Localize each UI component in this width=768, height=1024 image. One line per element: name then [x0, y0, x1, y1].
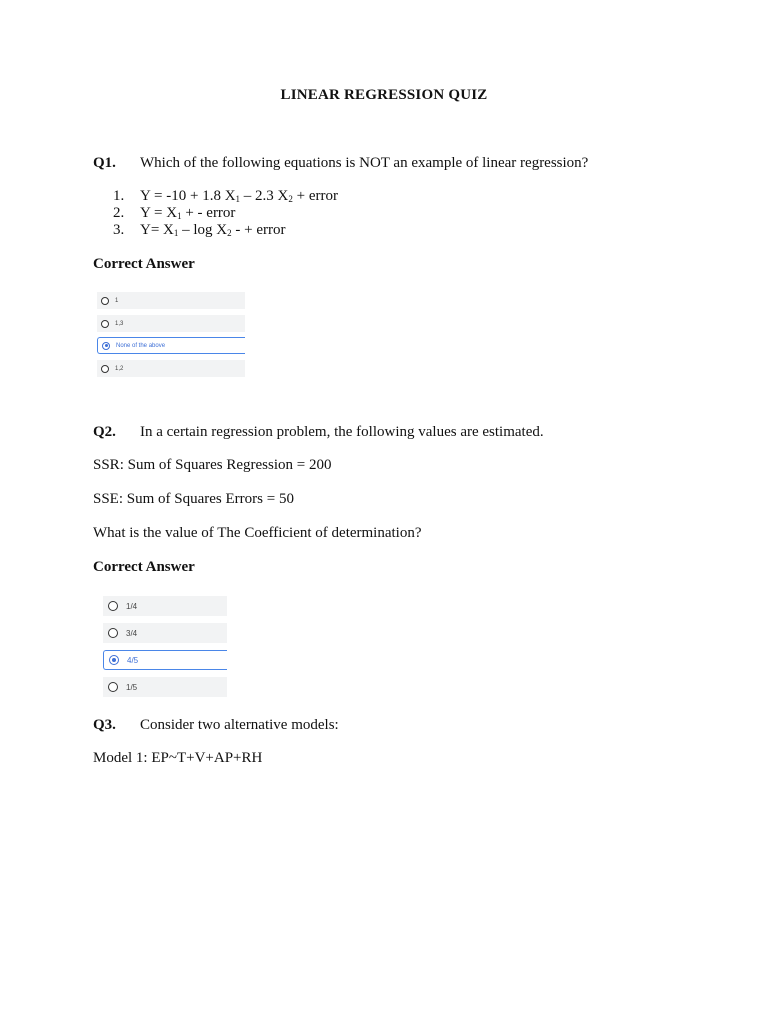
- q1-equation-list: [113, 188, 338, 239]
- q2-option-2[interactable]: 3/4: [103, 623, 227, 643]
- q2-ask: What is the value of The Coefficient of determination?: [93, 525, 422, 541]
- radio-icon: [101, 365, 109, 373]
- q1-option-1[interactable]: 1: [97, 292, 245, 309]
- q2-question: In a certain regression problem, the following values are estimated.: [140, 424, 544, 440]
- q1-number: Q1.: [93, 155, 116, 171]
- radio-icon: [101, 297, 109, 305]
- q1-equation-2: 2. $Y = X_1$ + - error: [113, 205, 236, 221]
- radio-icon: [108, 601, 118, 611]
- page-title: LINEAR REGRESSION QUIZ: [280, 87, 488, 103]
- q1-answer-label: Correct Answer: [93, 256, 195, 272]
- q2-ssr: SSR: Sum of Squares Regression = 200: [93, 457, 332, 473]
- q2-sse: SSE: Sum of Squares Errors = 50: [93, 491, 294, 507]
- q3-model-1: Model 1: EP~T+V+AP+RH: [93, 750, 263, 766]
- radio-selected-icon: [109, 655, 119, 665]
- q2-answer-label: Correct Answer: [93, 559, 195, 575]
- q1-question: Which of the following equations is NOT an example of linear regression?: [140, 155, 589, 171]
- q2-option-4[interactable]: 1/5: [103, 677, 227, 697]
- radio-selected-icon: [102, 342, 110, 350]
- q3-question: Consider two alternative models:: [140, 717, 339, 733]
- q2-option-1[interactable]: 1/4: [103, 596, 227, 616]
- radio-icon: [108, 628, 118, 638]
- q1-option-2[interactable]: 1,3: [97, 315, 245, 332]
- q1-equation-3: 3. $Y= X_1 - \log X_2$ - + error: [113, 222, 286, 238]
- q2-number: Q2.: [93, 424, 116, 440]
- q2-option-3-selected[interactable]: 4/5: [103, 650, 227, 670]
- q1-option-3-selected[interactable]: None of the above: [97, 337, 245, 354]
- q3-number: Q3.: [93, 717, 116, 733]
- radio-icon: [108, 682, 118, 692]
- q1-equation-1: 1. Y = -10 + 1.8 $X_1 - 2.3$ $X_2$ + error: [113, 188, 338, 204]
- radio-icon: [101, 320, 109, 328]
- q1-option-4[interactable]: 1,2: [97, 360, 245, 377]
